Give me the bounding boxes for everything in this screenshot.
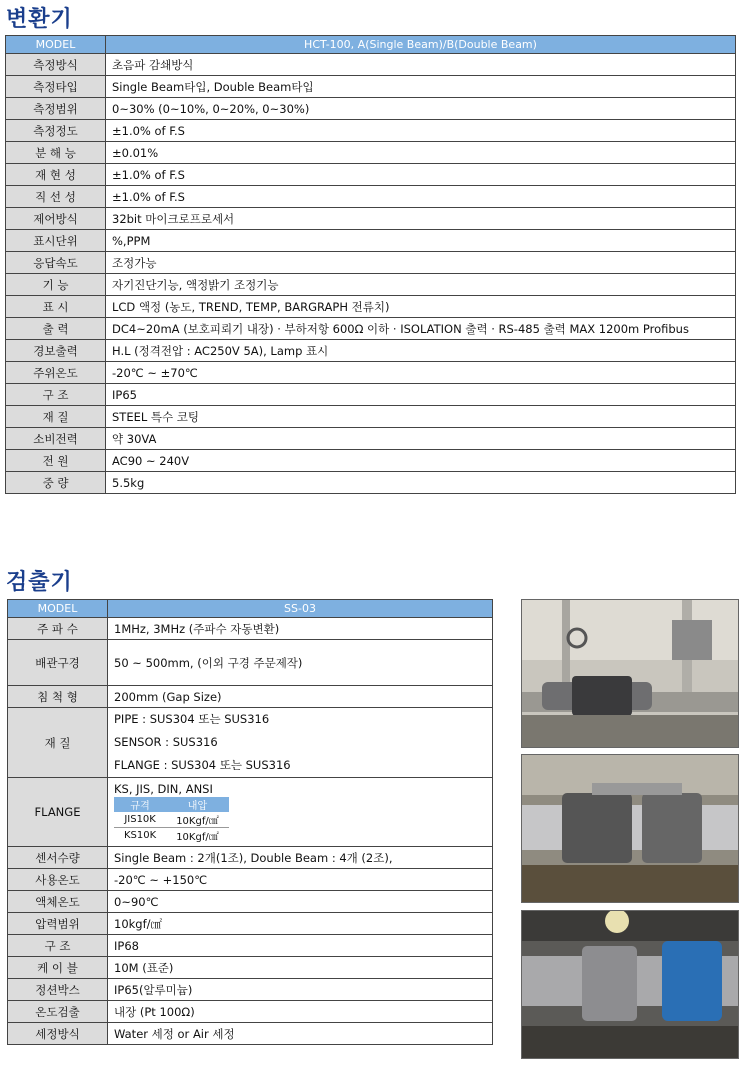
row-value: ±0.01% — [106, 142, 736, 164]
table-row — [6, 186, 736, 208]
table-row — [8, 640, 493, 686]
flange-col-pressure: 내압 — [166, 797, 229, 812]
row-label: 표시단위 — [6, 230, 106, 252]
table-row — [6, 252, 736, 274]
row-label: 구 조 — [6, 384, 106, 406]
table-row — [6, 296, 736, 318]
model-label: MODEL — [6, 36, 106, 54]
row-value: ±1.0% of F.S — [106, 186, 736, 208]
row-value: 자기진단기능, 액정밝기 조정기능 — [106, 274, 736, 296]
table-row — [8, 778, 493, 847]
table-row — [6, 384, 736, 406]
row-label: 직 선 성 — [6, 186, 106, 208]
row-value: STEEL 특수 코팅 — [106, 406, 736, 428]
row-label: 구 조 — [8, 935, 108, 957]
row-value: ±1.0% of F.S — [106, 120, 736, 142]
row-value: 50 ~ 500mm, (이외 구경 주문제작) — [108, 640, 493, 686]
flange-cell: 10Kgf/㎠ — [176, 831, 219, 843]
flange-cell: KS10K — [124, 829, 157, 841]
table-row — [6, 428, 736, 450]
converter-spec-table — [5, 35, 736, 494]
row-label: 제어방식 — [6, 208, 106, 230]
installation-photo-1 — [521, 599, 739, 748]
row-label: 기 능 — [6, 274, 106, 296]
row-value: Single Beam타입, Double Beam타입 — [106, 76, 736, 98]
row-value: 10kgf/㎠ — [108, 913, 493, 935]
row-value: 내장 (Pt 100Ω) — [108, 1001, 493, 1023]
row-value: 5.5kg — [106, 472, 736, 494]
row-label: 측정타입 — [6, 76, 106, 98]
table-row — [8, 1023, 493, 1045]
row-label: 압력범위 — [8, 913, 108, 935]
row-label: 재 질 — [6, 406, 106, 428]
row-label: 측정방식 — [6, 54, 106, 76]
table-row — [6, 362, 736, 384]
table-row — [6, 164, 736, 186]
row-value: -20℃ ~ +150℃ — [108, 869, 493, 891]
row-label: 정션박스 — [8, 979, 108, 1001]
table-row — [8, 618, 493, 640]
detector-title: 검출기 — [6, 570, 73, 595]
row-value: IP65 — [106, 384, 736, 406]
table-row — [6, 340, 736, 362]
converter-model-row — [6, 36, 736, 54]
row-value: -20℃ ~ ±70℃ — [106, 362, 736, 384]
table-row — [6, 98, 736, 120]
row-value: 0~90℃ — [108, 891, 493, 913]
table-row — [8, 957, 493, 979]
table-row — [8, 891, 493, 913]
flange-pressure-table — [114, 797, 229, 843]
row-value: IP68 — [108, 935, 493, 957]
row-value: 10M (표준) — [108, 957, 493, 979]
table-row — [6, 76, 736, 98]
table-row — [6, 208, 736, 230]
row-value: 32bit 마이크로프로세서 — [106, 208, 736, 230]
flange-cell: 10Kgf/㎠ — [176, 815, 219, 827]
row-value: 200mm (Gap Size) — [108, 686, 493, 708]
row-label: 응답속도 — [6, 252, 106, 274]
row-label: 주 파 수 — [8, 618, 108, 640]
row-label: 센서수량 — [8, 847, 108, 869]
row-label: FLANGE — [8, 778, 108, 847]
row-label: 측정범위 — [6, 98, 106, 120]
table-row — [6, 274, 736, 296]
material-flange: FLANGE : SUS304 또는 SUS316 — [114, 758, 291, 772]
table-row — [8, 913, 493, 935]
row-value: LCD 액정 (농도, TREND, TEMP, BARGRAPH 전류치) — [106, 296, 736, 318]
material-pipe: PIPE : SUS304 또는 SUS316 — [114, 712, 270, 726]
table-row — [6, 472, 736, 494]
row-label: 출 력 — [6, 318, 106, 340]
table-row — [6, 54, 736, 76]
table-row — [6, 450, 736, 472]
table-row — [8, 708, 493, 778]
table-row — [8, 869, 493, 891]
row-label: 케 이 블 — [8, 957, 108, 979]
row-value: IP65(알루미늄) — [108, 979, 493, 1001]
installation-photo-3 — [521, 910, 739, 1059]
detector-spec-table — [7, 599, 493, 1045]
row-value: 1MHz, 3MHz (주파수 자동변환) — [108, 618, 493, 640]
row-label: 온도검출 — [8, 1001, 108, 1023]
table-row — [8, 1001, 493, 1023]
table-row — [6, 318, 736, 340]
row-value: 0~30% (0~10%, 0~20%, 0~30%) — [106, 98, 736, 120]
table-row — [6, 230, 736, 252]
row-value: DC4~20mA (보호피뢰기 내장) · 부하저항 600Ω 이하 · ISOLATION 출력 · RS-485 출력 MAX 1200m Profibus — [106, 318, 736, 340]
row-value: %,PPM — [106, 230, 736, 252]
flange-col-standard: 규격 — [114, 797, 166, 812]
row-label: 재 현 성 — [6, 164, 106, 186]
table-row — [8, 979, 493, 1001]
flange-cell: JIS10K — [124, 813, 156, 825]
row-value: ±1.0% of F.S — [106, 164, 736, 186]
material-sensor: SENSOR : SUS316 — [114, 735, 218, 749]
row-label: 소비전력 — [6, 428, 106, 450]
row-label: 분 해 능 — [6, 142, 106, 164]
row-label: 표 시 — [6, 296, 106, 318]
table-row — [8, 935, 493, 957]
model-value: SS-03 — [108, 600, 493, 618]
table-row — [6, 142, 736, 164]
row-label: 재 질 — [8, 708, 108, 778]
row-value: Water 세정 or Air 세정 — [108, 1023, 493, 1045]
row-value: H.L (정격전압 : AC250V 5A), Lamp 표시 — [106, 340, 736, 362]
row-value: 약 30VA — [106, 428, 736, 450]
model-value: HCT-100, A(Single Beam)/B(Double Beam) — [106, 36, 736, 54]
row-value: 조정가능 — [106, 252, 736, 274]
row-label: 주위온도 — [6, 362, 106, 384]
row-label: 중 량 — [6, 472, 106, 494]
flange-cell — [108, 778, 493, 847]
installation-photo-2 — [521, 754, 739, 903]
row-label: 전 원 — [6, 450, 106, 472]
row-value: AC90 ~ 240V — [106, 450, 736, 472]
table-row — [6, 406, 736, 428]
row-label: 경보출력 — [6, 340, 106, 362]
row-label: 배관구경 — [8, 640, 108, 686]
table-row — [8, 847, 493, 869]
row-label: 세정방식 — [8, 1023, 108, 1045]
table-row — [8, 686, 493, 708]
table-row — [6, 120, 736, 142]
row-label: 침 척 형 — [8, 686, 108, 708]
model-label: MODEL — [8, 600, 108, 618]
row-value: 초음파 감쇄방식 — [106, 54, 736, 76]
material-lines — [108, 708, 493, 778]
row-label: 사용온도 — [8, 869, 108, 891]
row-label: 액체온도 — [8, 891, 108, 913]
flange-standards: KS, JIS, DIN, ANSI — [114, 781, 213, 796]
detector-model-row — [8, 600, 493, 618]
converter-title: 변환기 — [6, 7, 73, 32]
row-value: Single Beam : 2개(1조), Double Beam : 4개 (2조), — [108, 847, 493, 869]
row-label: 측정정도 — [6, 120, 106, 142]
